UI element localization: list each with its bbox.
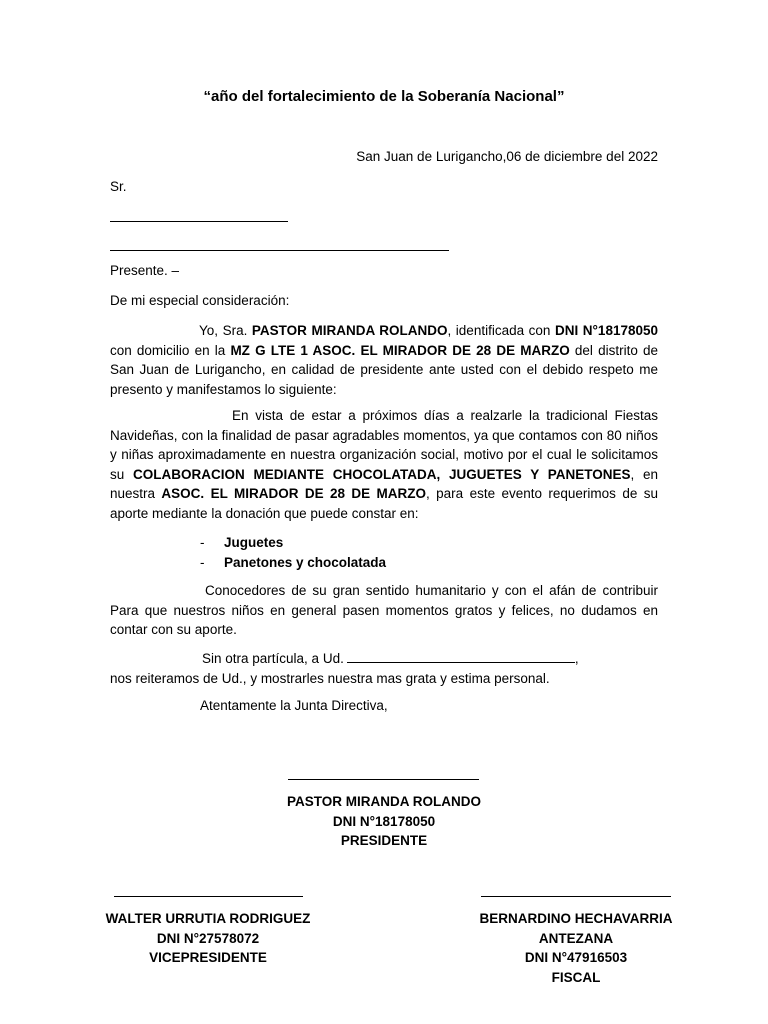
closing-line: Atentamente la Junta Directiva, bbox=[200, 698, 388, 713]
vice-name: WALTER URRUTIA RODRIGUEZ bbox=[105, 911, 311, 926]
p2-text-1: En vista de estar a próximos días a realzarle la tradicional Fiestas Navideñas, con la finalidad de pasar agradables momentos, ya que contamos con 80 niños y niñas aproximadamente en nuestra organización social, motivo por el cual le solicitamos su bbox=[110, 408, 658, 482]
paragraph-request bbox=[110, 406, 658, 523]
p4-text-1: Sin otra partícula, a Ud. bbox=[202, 651, 344, 666]
list-dash: - bbox=[200, 554, 205, 570]
list-item bbox=[200, 533, 386, 553]
document-title: “año del fortalecimiento de la Soberanía Nacional” bbox=[203, 88, 565, 105]
donation-list bbox=[200, 533, 386, 572]
letter-date: San Juan de Lurigancho,06 de diciembre del 2022 bbox=[356, 149, 658, 164]
consideracion-label: De mi especial consideración: bbox=[110, 293, 290, 308]
p2-text-2: , en nuestra bbox=[110, 466, 658, 501]
signature-line-president bbox=[288, 779, 479, 780]
p1-text-4: del distrito de San Juan de Lurigancho, en calidad de presidente ante usted con el debido respeto me presento y manifestamos lo siguiente: bbox=[110, 342, 659, 397]
signature-fiscal bbox=[446, 909, 706, 987]
salutation: Sr. bbox=[110, 179, 127, 194]
p2-request: COLABORACION MEDIANTE CHOCOLATADA, JUGUETES Y PANETONES bbox=[133, 466, 631, 482]
fiscal-name-1: BERNARDINO HECHAVARRIA bbox=[479, 911, 673, 926]
p1-address: MZ G LTE 1 ASOC. EL MIRADOR DE 28 DE MARZO bbox=[230, 342, 570, 358]
fiscal-role: FISCAL bbox=[551, 969, 601, 985]
president-role: PRESIDENTE bbox=[340, 833, 428, 848]
p2-text-3: , para este evento requerimos de su aporte mediante la donación que puede constar en: bbox=[110, 486, 658, 521]
list-item-text: Panetones y chocolatada bbox=[224, 554, 387, 570]
p2-organization: ASOC. EL MIRADOR DE 28 DE MARZO bbox=[161, 486, 427, 501]
vice-role: VICEPRESIDENTE bbox=[149, 950, 267, 965]
presente-label: Presente. – bbox=[110, 263, 180, 278]
recipient-line-2 bbox=[110, 250, 449, 251]
paragraph-closing bbox=[110, 649, 658, 688]
paragraph-introduction bbox=[110, 321, 658, 399]
fiscal-name-2: ANTEZANA bbox=[538, 930, 614, 946]
recipient-blank bbox=[347, 649, 575, 663]
president-dni: DNI N°18178050 bbox=[332, 813, 436, 829]
signature-line-fiscal bbox=[481, 896, 671, 897]
signature-line-vice bbox=[114, 896, 303, 897]
paragraph-humanitarian: Conocedores de su gran sentido humanitario y con el afán de contribuir Para que nuestros niños en general pasen momentos gratos y felices, no dudamos en contar con su aporte. bbox=[110, 583, 658, 637]
signature-president bbox=[234, 792, 534, 851]
p1-dni: DNI N°18178050 bbox=[554, 323, 658, 338]
p1-text-3: con domicilio en la bbox=[110, 342, 231, 358]
p1-text-2: , identificada con bbox=[447, 323, 555, 338]
recipient-line-1 bbox=[110, 221, 288, 222]
list-item bbox=[200, 553, 386, 573]
list-dash: - bbox=[200, 535, 205, 550]
p4-comma: , bbox=[574, 651, 579, 666]
signature-vice bbox=[78, 909, 338, 968]
p1-text-1: Yo, Sra. bbox=[199, 323, 252, 338]
vice-dni: DNI N°27578072 bbox=[156, 930, 260, 946]
p1-president-name: PASTOR MIRANDA ROLANDO bbox=[251, 323, 448, 338]
list-item-text: Juguetes bbox=[224, 535, 284, 550]
p4-text-2: nos reiteramos de Ud., y mostrarles nuestra mas grata y estima personal. bbox=[110, 670, 550, 686]
fiscal-dni: DNI N°47916503 bbox=[524, 950, 628, 965]
president-name: PASTOR MIRANDA ROLANDO bbox=[287, 794, 481, 809]
